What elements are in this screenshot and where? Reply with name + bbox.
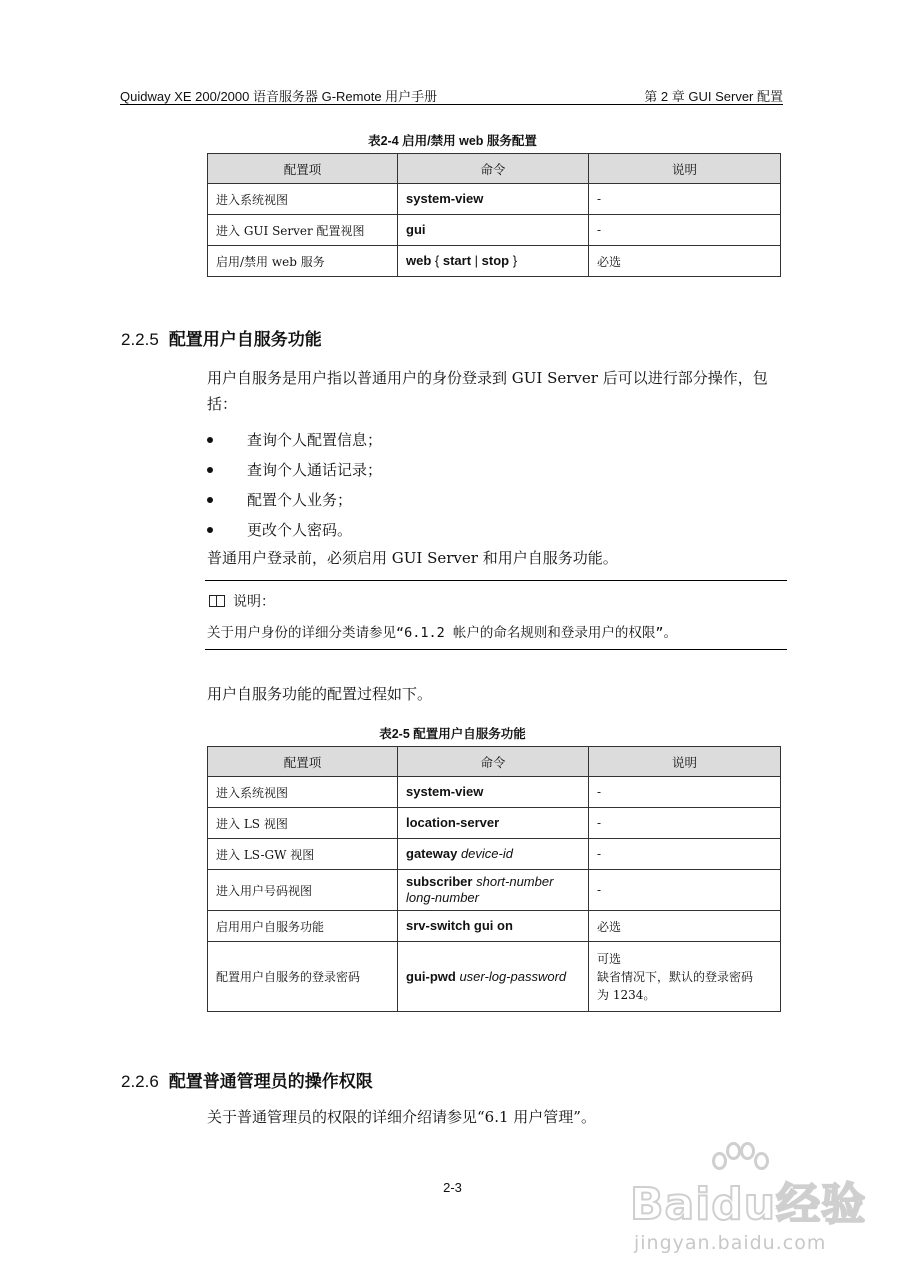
command-keyword: gui-pwd [406, 968, 456, 984]
table-row [208, 246, 781, 277]
command-keyword: start [442, 253, 472, 268]
command-cell [398, 246, 589, 277]
description-line: 为 1234。 [597, 987, 656, 1002]
page-header [120, 86, 783, 105]
description-cell: - [589, 808, 781, 839]
section-title: 配置用户自服务功能 [168, 330, 322, 349]
description-cell: 必选 [589, 911, 781, 942]
command-keyword: location-server [406, 815, 500, 830]
table-2-4-caption: 表2-4 启用/禁用 web 服务配置 [368, 134, 537, 148]
header-chapter-title: 第 2 章 GUI Server 配置 [644, 89, 783, 104]
command-argument: short-number [476, 874, 554, 889]
header-manual-title: Quidway XE 200/2000 语音服务器 G-Remote 用户手册 [120, 89, 438, 104]
table-row [208, 808, 781, 839]
list-item-text: 更改个人密码。 [247, 521, 353, 539]
table-row [208, 942, 781, 1012]
watermark-url: jingyan.baidu.com [634, 1232, 827, 1254]
command-syntax: | [471, 253, 482, 268]
config-item-cell: 进入 GUI Server 配置视图 [208, 215, 398, 246]
config-item-cell: 进入系统视图 [208, 777, 398, 808]
description-cell: - [589, 215, 781, 246]
command-argument: device-id [460, 846, 513, 861]
column-header-item: 配置项 [208, 747, 398, 777]
command-keyword: srv-switch gui on [406, 918, 513, 933]
command-cell [398, 870, 589, 911]
command-cell [398, 911, 589, 942]
intro-line-2: 括： [207, 395, 238, 413]
command-syntax: { [431, 253, 443, 268]
command-keyword: subscriber [406, 874, 473, 889]
table-row [208, 839, 781, 870]
table-2-5 [207, 746, 781, 1012]
description-cell: - [589, 870, 781, 911]
table-header-row [208, 154, 781, 184]
bullet-icon [207, 527, 213, 533]
config-item-cell: 进入 LS 视图 [208, 808, 398, 839]
description-cell: 必选 [589, 246, 781, 277]
note-box [205, 580, 787, 650]
config-item-cell: 进入系统视图 [208, 184, 398, 215]
description-cell: - [589, 777, 781, 808]
command-keyword: web [406, 253, 432, 268]
list-item [207, 515, 382, 545]
command-keyword: system-view [406, 191, 484, 206]
list-item [207, 455, 382, 485]
command-keyword: gui [406, 222, 426, 237]
process-text: 用户自服务功能的配置过程如下。 [207, 685, 433, 703]
bullet-icon [207, 467, 213, 473]
section-title: 配置普通管理员的操作权限 [168, 1072, 373, 1091]
page-number: 2-3 [443, 1180, 462, 1195]
list-item [207, 425, 382, 455]
command-keyword: system-view [406, 784, 484, 799]
column-header-command: 命令 [398, 747, 589, 777]
column-header-description: 说明 [589, 747, 781, 777]
description-line: 缺省情况下，默认的登录密码 [597, 969, 754, 984]
column-header-item: 配置项 [208, 154, 398, 184]
note-text: 关于用户身份的详细分类请参见“6.1.2 帐户的命名规则和登录用户的权限”。 [207, 625, 678, 641]
description-cell: - [589, 839, 781, 870]
table-2-5-caption: 表2-5 配置用户自服务功能 [379, 727, 526, 741]
list-item-text: 查询个人配置信息； [247, 431, 383, 449]
section-number: 2.2.5 [121, 330, 159, 349]
command-cell [398, 184, 589, 215]
table-2-4 [207, 153, 781, 277]
list-item [207, 485, 382, 515]
table-row [208, 184, 781, 215]
column-header-description: 说明 [589, 154, 781, 184]
column-header-command: 命令 [398, 154, 589, 184]
watermark-brand: Baidu经验 [630, 1179, 867, 1230]
feature-list [207, 425, 382, 545]
section-heading-2-2-6 [121, 1067, 373, 1092]
book-icon [209, 595, 225, 607]
bullet-icon [207, 437, 213, 443]
command-argument: user-log-password [459, 968, 567, 984]
config-item-cell: 进入 LS-GW 视图 [208, 839, 398, 870]
config-item-cell: 启用/禁用 web 服务 [208, 246, 398, 277]
command-keyword: gateway [406, 846, 458, 861]
command-cell [398, 777, 589, 808]
command-cell [398, 942, 589, 1012]
watermark [630, 1140, 867, 1260]
config-item-cell: 启用用户自服务功能 [208, 911, 398, 942]
section-heading-2-2-5 [121, 325, 322, 350]
note-title-text: 说明： [233, 594, 275, 610]
section-number: 2.2.6 [121, 1072, 159, 1091]
config-item-cell: 进入用户号码视图 [208, 870, 398, 911]
command-syntax: } [509, 253, 518, 268]
list-item-text: 查询个人通话记录； [247, 461, 383, 479]
table-row [208, 215, 781, 246]
command-cell [398, 215, 589, 246]
command-keyword: stop [481, 253, 510, 268]
intro-line-1: 用户自服务是用户指以普通用户的身份登录到 GUI Server 后可以进行部分操作，包 [207, 369, 768, 387]
config-item-cell: 配置用户自服务的登录密码 [208, 942, 398, 1012]
prerequisite-text: 普通用户登录前，必须启用 GUI Server 和用户自服务功能。 [207, 549, 618, 567]
table-row [208, 911, 781, 942]
description-cell: - [589, 184, 781, 215]
command-argument: long-number [406, 890, 479, 905]
section-2-2-6-text: 关于普通管理员的权限的详细介绍请参见“6.1 用户管理”。 [207, 1108, 596, 1126]
table-row [208, 777, 781, 808]
bullet-icon [207, 497, 213, 503]
command-cell [398, 808, 589, 839]
description-line: 可选 [597, 951, 622, 966]
list-item-text: 配置个人业务； [247, 491, 353, 509]
description-cell [589, 942, 781, 1012]
table-header-row [208, 747, 781, 777]
note-title [209, 591, 275, 611]
command-cell [398, 839, 589, 870]
table-row [208, 870, 781, 911]
